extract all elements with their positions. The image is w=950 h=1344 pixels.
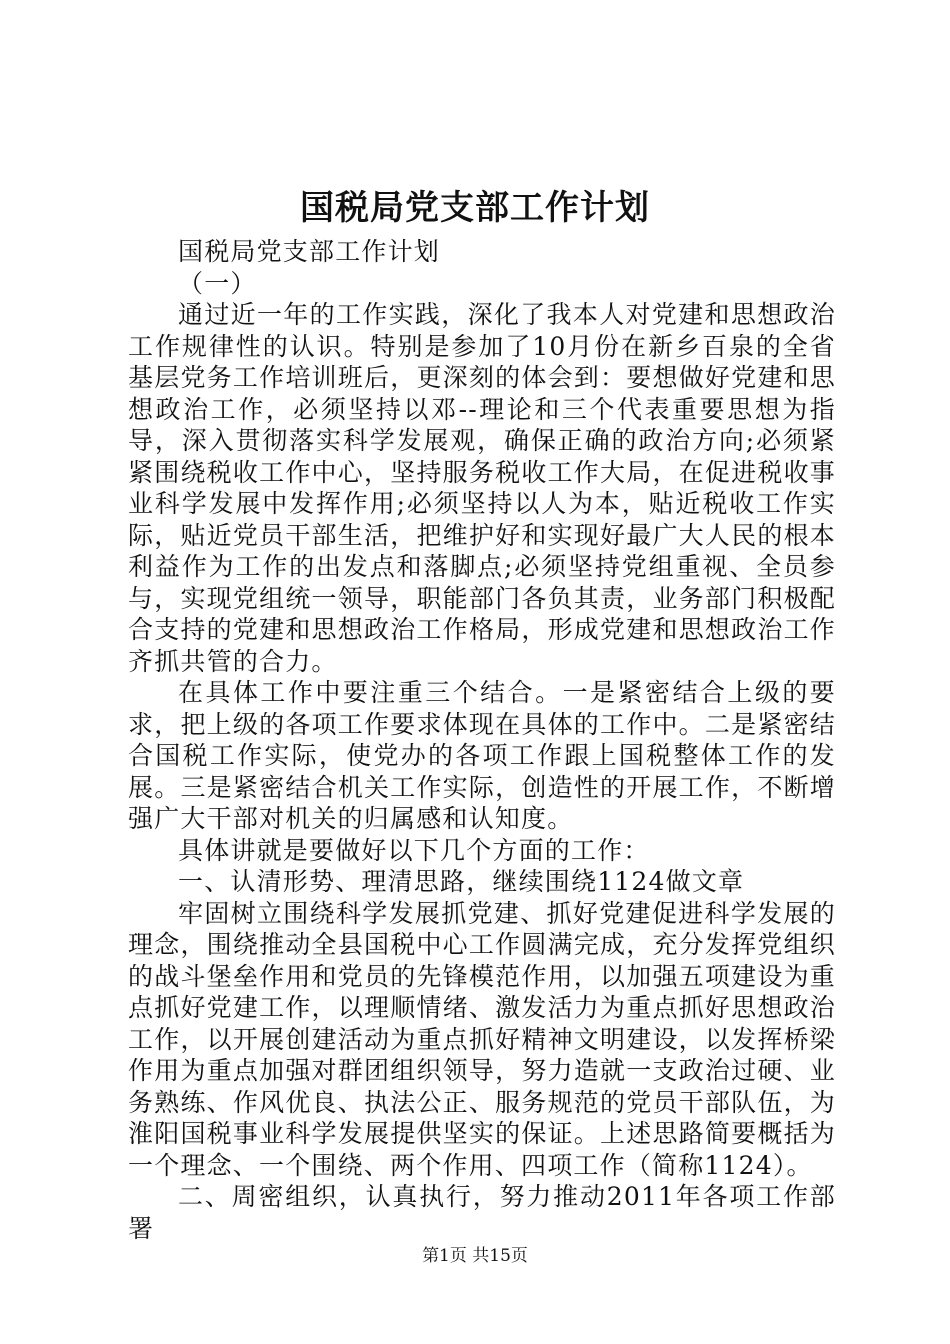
paragraph-work-aspects: 具体讲就是要做好以下几个方面的工作： bbox=[178, 835, 650, 865]
section-heading-one: 一、认清形势、理清思路，继续围绕1124做文章 bbox=[178, 867, 745, 896]
paragraph-three-combinations: 在具体工作中要注重三个结合。一是紧密结合上级的要求，把上级的各项工作要求体现在具体的工作中。二是紧密结合国税工作实际，使党办的各项工作跟上国税整体工作的发展。三是紧密结合机关工作实际，创造性的开展工作，不断增强广大干部对机关的归属感和认知度。 bbox=[128, 678, 836, 833]
section-heading-two: 二、周密组织，认真执行，努力推动2011年各项工作部署 bbox=[128, 1182, 836, 1243]
paragraph-intro: 通过近一年的工作实践，深化了我本人对党建和思想政治工作规律性的认识。特别是参加了10月份在新乡百泉的全省基层党务工作培训班后，更深刻的体会到：要想做好党建和思想政治工作，必须坚持以邓--理论和三个代表重要思想为指导，深入贯彻落实科学发展观，确保正确的政治方向;必须紧紧围绕税收工作中心，坚持服务税收工作大局，在促进税收事业科学发展中发挥作用;必须坚持以人为本，贴近税收工作实际，贴近党员干部生活，把维护好和实现好最广大人民的根本利益作为工作的出发点和落脚点;必须坚持党组重视、全员参与，实现党组统一领导，职能部门各负其责，业务部门积极配合支持的党建和思想政治工作格局，形成党建和思想政治工作齐抓共管的合力。 bbox=[128, 300, 836, 676]
document-body bbox=[128, 236, 836, 1244]
document-title: 国税局党支部工作计划 bbox=[300, 188, 650, 228]
paragraph-section-one-body: 牢固树立围绕科学发展抓党建、抓好党建促进科学发展的理念，围绕推动全县国税中心工作圆满完成，充分发挥党组织的战斗堡垒作用和党员的先锋模范作用，以加强五项建设为重点抓好党建工作，以理顺情绪、激发活力为重点抓好思想政治工作，以开展创建活动为重点抓好精神文明建设，以发挥桥梁作用为重点加强对群团组织领导，努力造就一支政治过硬、业务熟练、作风优良、执法公正、服务规范的党员干部队伍，为淮阳国税事业科学发展提供坚实的保证。上述思路简要概括为一个理念、一个围绕、两个作用、四项工作（简称1124）。 bbox=[128, 898, 836, 1180]
page-footer: 第1页 共15页 bbox=[422, 1246, 528, 1266]
paragraph-section-marker: （一） bbox=[178, 268, 257, 298]
paragraph-subtitle: 国税局党支部工作计划 bbox=[178, 237, 441, 266]
